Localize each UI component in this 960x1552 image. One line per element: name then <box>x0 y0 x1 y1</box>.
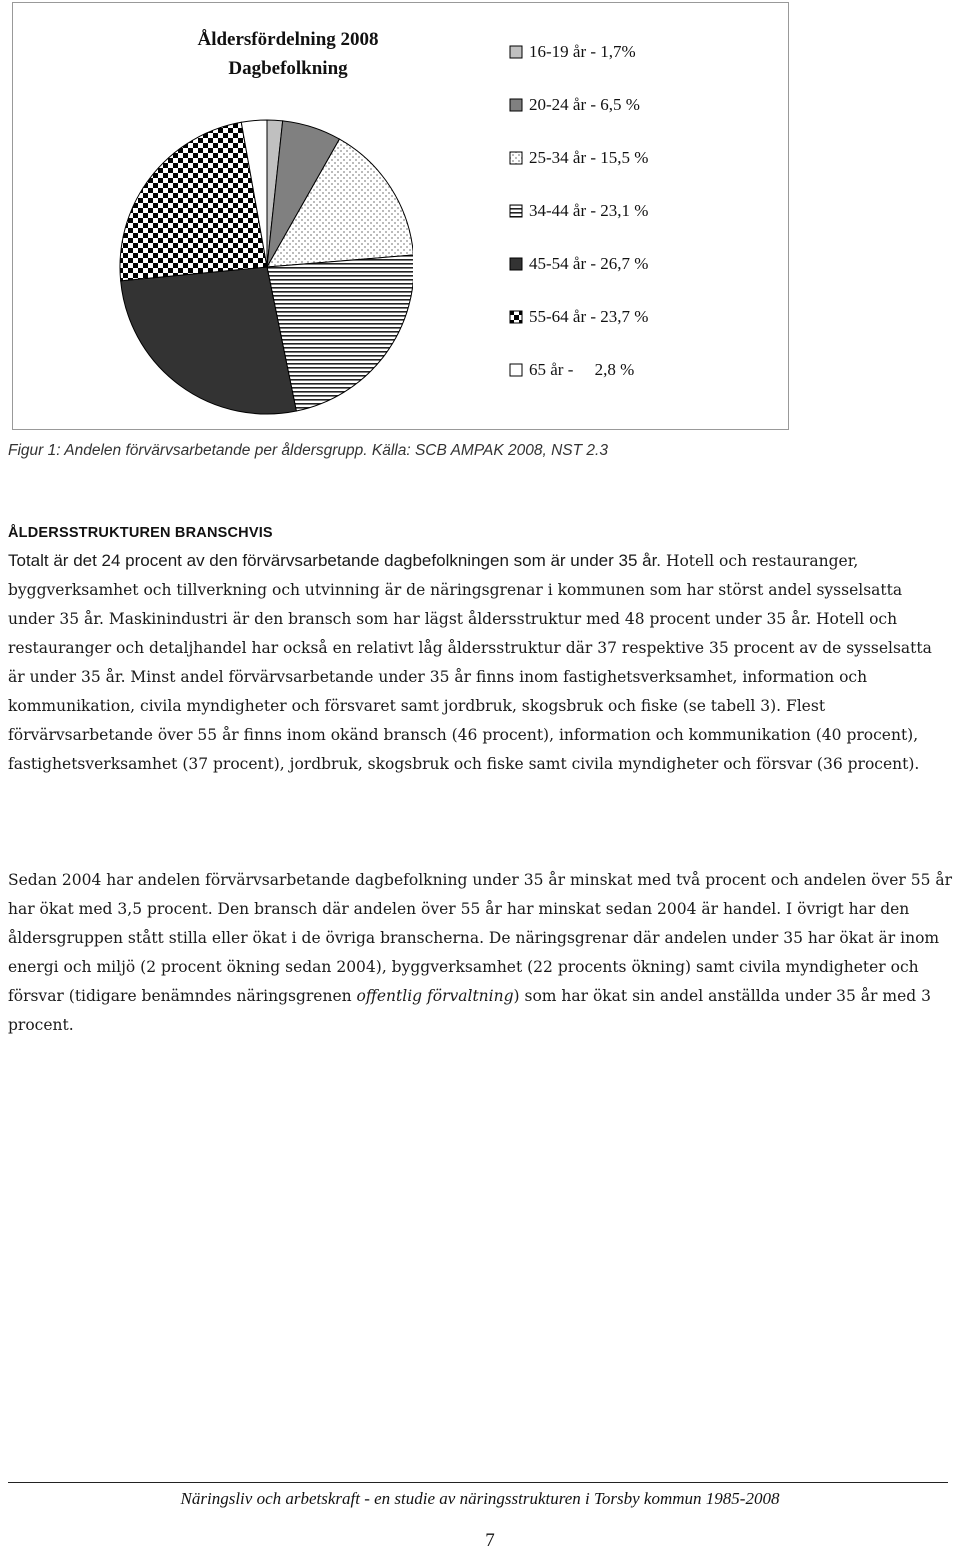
legend-label: 45-54 år - 26,7 % <box>529 254 649 273</box>
chart-title-line-2: Dagbefolkning <box>228 58 348 79</box>
legend-swatch <box>509 363 523 377</box>
legend-swatch <box>509 151 523 165</box>
legend-label: 16-19 år - 1,7% <box>529 42 636 61</box>
legend-item <box>509 200 648 253</box>
legend-label: 25-34 år - 15,5 % <box>529 148 649 167</box>
chart-container <box>12 2 789 430</box>
section-heading: ÅLDERSSTRUKTUREN BRANSCHVIS <box>8 525 273 541</box>
legend-label: 55-64 år - 23,7 % <box>529 307 649 326</box>
legend-swatch <box>509 310 523 324</box>
paragraph-change-since-2004 <box>8 866 953 1040</box>
figure-caption: Figur 1: Andelen förvärvsarbetande per åldersgrupp. Källa: SCB AMPAK 2008, NST 2.3 <box>8 442 608 459</box>
paragraph-body: Hotell och restauranger, byggverksamhet och tillverkning och utvinning är de näringsgrenar i kommunen som har störst andel sysselsatta under 35 år. Maskinindustri är den bransch som har lägst åldersstruktur med 48 procent under 35 år. Hotell och restauranger och detaljhandel har också en relativt låg åldersstruktur där 37 respektive 35 procent av de sysselsatta är under 35 år. Minst andel förvärvsarbetande under 35 år finns inom fastighetsverksamhet, information och kommunikation, civila myndigheter och försvaret samt jordbruk, skogsbruk och fiske (se tabell 3). Flest förvärvsarbetande över 55 år finns inom okänd bransch (46 procent), information och kommunikation (40 procent), fastighetsverksamhet (37 procent), jordbruk, skogsbruk och fiske samt civila myndigheter och försvar (36 procent). <box>8 552 932 773</box>
paragraph-lead-sentence: Totalt är det 24 procent av den förvärvsarbetande dagbefolkningen som är under 35 år. <box>8 551 662 570</box>
legend-swatch <box>509 98 523 112</box>
legend-item <box>509 94 648 147</box>
legend-label: 65 år - 2,8 % <box>529 360 635 379</box>
legend-label: 34-44 år - 23,1 % <box>529 201 649 220</box>
legend-swatch <box>509 45 523 59</box>
chart-legend <box>509 41 648 412</box>
pie-slice-5 <box>121 267 297 414</box>
page-footer: Näringsliv och arbetskraft - en studie av näringsstrukturen i Torsby kommun 1985-2008 <box>180 1489 780 1508</box>
legend-swatch <box>509 257 523 271</box>
paragraph-italic-term: offentlig förvaltning <box>356 987 514 1005</box>
pie-slice-6 <box>120 122 267 281</box>
paragraph-body-end: ) som har ökat sin andel anställda under 35 år med 3 procent. <box>8 987 931 1034</box>
footer-divider <box>8 1482 948 1483</box>
legend-item <box>509 41 648 94</box>
legend-item <box>509 253 648 306</box>
legend-item <box>509 306 648 359</box>
pie-chart <box>13 3 413 431</box>
legend-label: 20-24 år - 6,5 % <box>529 95 640 114</box>
legend-item <box>509 147 648 200</box>
legend-swatch <box>509 204 523 218</box>
paragraph-age-structure <box>8 546 953 779</box>
chart-title-line-1: Åldersfördelning 2008 <box>197 29 379 50</box>
paragraph-body-start: Sedan 2004 har andelen förvärvsarbetande dagbefolkning under 35 år minskat med två procent och andelen över 55 år har ökat med 3,5 procent. Den bransch där andelen över 55 år har minskat sedan 2004 är handel. I övrigt har den åldersgruppen stått stilla eller ökat i de övriga branscherna. De näringsgrenar där andelen under 35 har ökat är inom energi och miljö (2 procent ökning sedan 2004), byggverksamhet (22 procents ökning) samt civila myndigheter och försvar (tidigare benämndes näringsgrenen <box>8 871 953 1005</box>
legend-item <box>509 359 648 412</box>
page-number: 7 <box>485 1530 495 1551</box>
